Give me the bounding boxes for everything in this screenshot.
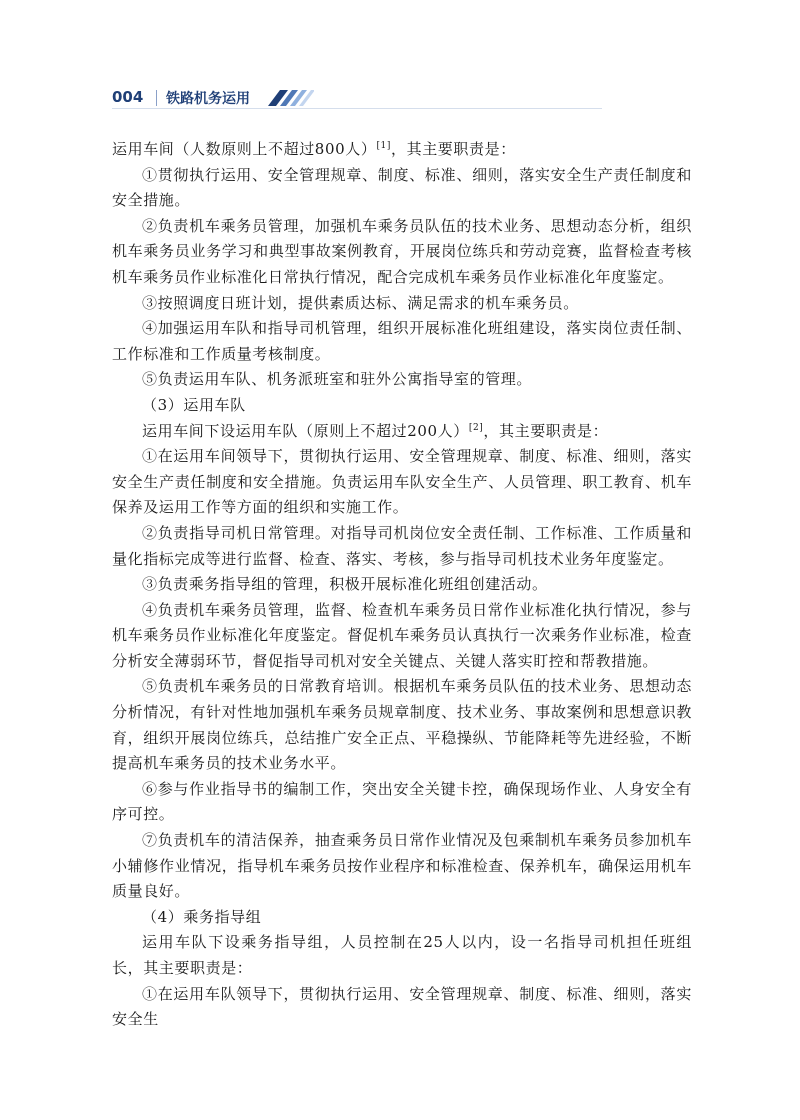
page-number: 004 bbox=[112, 88, 144, 106]
paragraph-text: （3）运用车队 bbox=[142, 395, 246, 414]
paragraph bbox=[112, 982, 692, 1033]
paragraph bbox=[112, 521, 692, 572]
body-text bbox=[112, 137, 692, 1033]
paragraph-text: ④负责机车乘务员管理，监督、检查机车乘务员日常作业标准化执行情况，参与机车乘务员作业标准化年度鉴定。督促机车乘务员认真执行一次乘务作业标准，检查分析安全薄弱环节，督促指导司机对安全关键点、关键人落实盯控和帮教措施。 bbox=[112, 600, 692, 670]
paragraph bbox=[112, 419, 692, 445]
paragraph-text: 运用车队下设乘务指导组，人员控制在25人以内，设一名指导司机担任班组长，其主要职责是： bbox=[112, 933, 692, 977]
paragraph bbox=[112, 828, 692, 905]
paragraph-text-tail: ，其主要职责是： bbox=[391, 140, 516, 158]
citation-ref: [2] bbox=[468, 422, 484, 433]
paragraph bbox=[112, 367, 692, 393]
paragraph-text-tail: ，其主要职责是： bbox=[483, 421, 609, 440]
paragraph bbox=[112, 598, 692, 675]
paragraph-text: （4）乘务指导组 bbox=[142, 907, 262, 926]
paragraph bbox=[112, 214, 692, 291]
header-separator bbox=[156, 90, 157, 106]
header-rule bbox=[112, 108, 602, 109]
paragraph bbox=[112, 316, 692, 367]
header-stripes-decoration bbox=[254, 86, 314, 110]
paragraph-text: ⑤负责机车乘务员的日常教育培训。根据机车乘务员队伍的技术业务、思想动态分析情况，有针对性地加强机车乘务员规章制度、技术业务、事故案例和思想意识教育，组织开展岗位练兵，总结推广安全正点、平稳操纵、节能降耗等先进经验，不断提高机车乘务员的技术业务水平。 bbox=[112, 677, 692, 773]
paragraph bbox=[112, 905, 692, 931]
paragraph-text: ④加强运用车队和指导司机管理，组织开展标准化班组建设，落实岗位责任制、工作标准和工作质量考核制度。 bbox=[112, 319, 692, 363]
book-title: 铁路机务运用 bbox=[166, 91, 250, 107]
paragraph bbox=[112, 930, 692, 981]
paragraph-text: ③按照调度日班计划，提供素质达标、满足需求的机车乘务员。 bbox=[142, 293, 579, 312]
paragraph-text: ②负责指导司机日常管理。对指导司机岗位安全责任制、工作标准、工作质量和量化指标完成等进行监督、检查、落实、考核，参与指导司机技术业务年度鉴定。 bbox=[112, 523, 692, 568]
running-header bbox=[112, 86, 712, 112]
paragraph-text: ①在运用车间领导下，贯彻执行运用、安全管理规章、制度、标准、细则，落实安全生产责任制度和安全措施。负责运用车队安全生产、人员管理、职工教育、机车保养及运用工作等方面的组织和实施工作。 bbox=[112, 447, 692, 517]
paragraph bbox=[112, 674, 692, 776]
paragraph-text: ⑤负责运用车队、机务派班室和驻外公寓指导室的管理。 bbox=[142, 370, 533, 389]
paragraph-text: ②负责机车乘务员管理，加强机车乘务员队伍的技术业务、思想动态分析，组织机车乘务员业务学习和典型事故案例教育，开展岗位练兵和劳动竞赛，监督检查考核机车乘务员作业标准化日常执行情况，配合完成机车乘务员作业标准化年度鉴定。 bbox=[112, 216, 692, 286]
paragraph bbox=[112, 777, 692, 828]
paragraph bbox=[112, 137, 692, 163]
paragraph-text: ①贯彻执行运用、安全管理规章、制度、标准、细则，落实安全生产责任制度和安全措施。 bbox=[112, 165, 692, 210]
paragraph-text: 运用车间（人数原则上不超过800人） bbox=[112, 140, 377, 158]
paragraph-text: ①在运用车队领导下，贯彻执行运用、安全管理规章、制度、标准、细则，落实安全生 bbox=[112, 984, 692, 1029]
paragraph bbox=[112, 444, 692, 521]
paragraph-text: 运用车间下设运用车队（原则上不超过200人） bbox=[142, 421, 469, 440]
citation-ref: [1] bbox=[376, 141, 391, 151]
paragraph-text: ③负责乘务指导组的管理，积极开展标准化班组创建活动。 bbox=[142, 575, 548, 594]
paragraph bbox=[112, 393, 692, 419]
paragraph-text: ⑦负责机车的清洁保养，抽查乘务员日常作业情况及包乘制机车乘务员参加机车小辅修作业情况，指导机车乘务员按作业程序和标准检查、保养机车，确保运用机车质量良好。 bbox=[112, 831, 692, 901]
paragraph-text: ⑥参与作业指导书的编制工作，突出安全关键卡控，确保现场作业、人身安全有序可控。 bbox=[112, 779, 692, 824]
paragraph bbox=[112, 572, 692, 598]
paragraph bbox=[112, 291, 692, 317]
paragraph bbox=[112, 163, 692, 214]
